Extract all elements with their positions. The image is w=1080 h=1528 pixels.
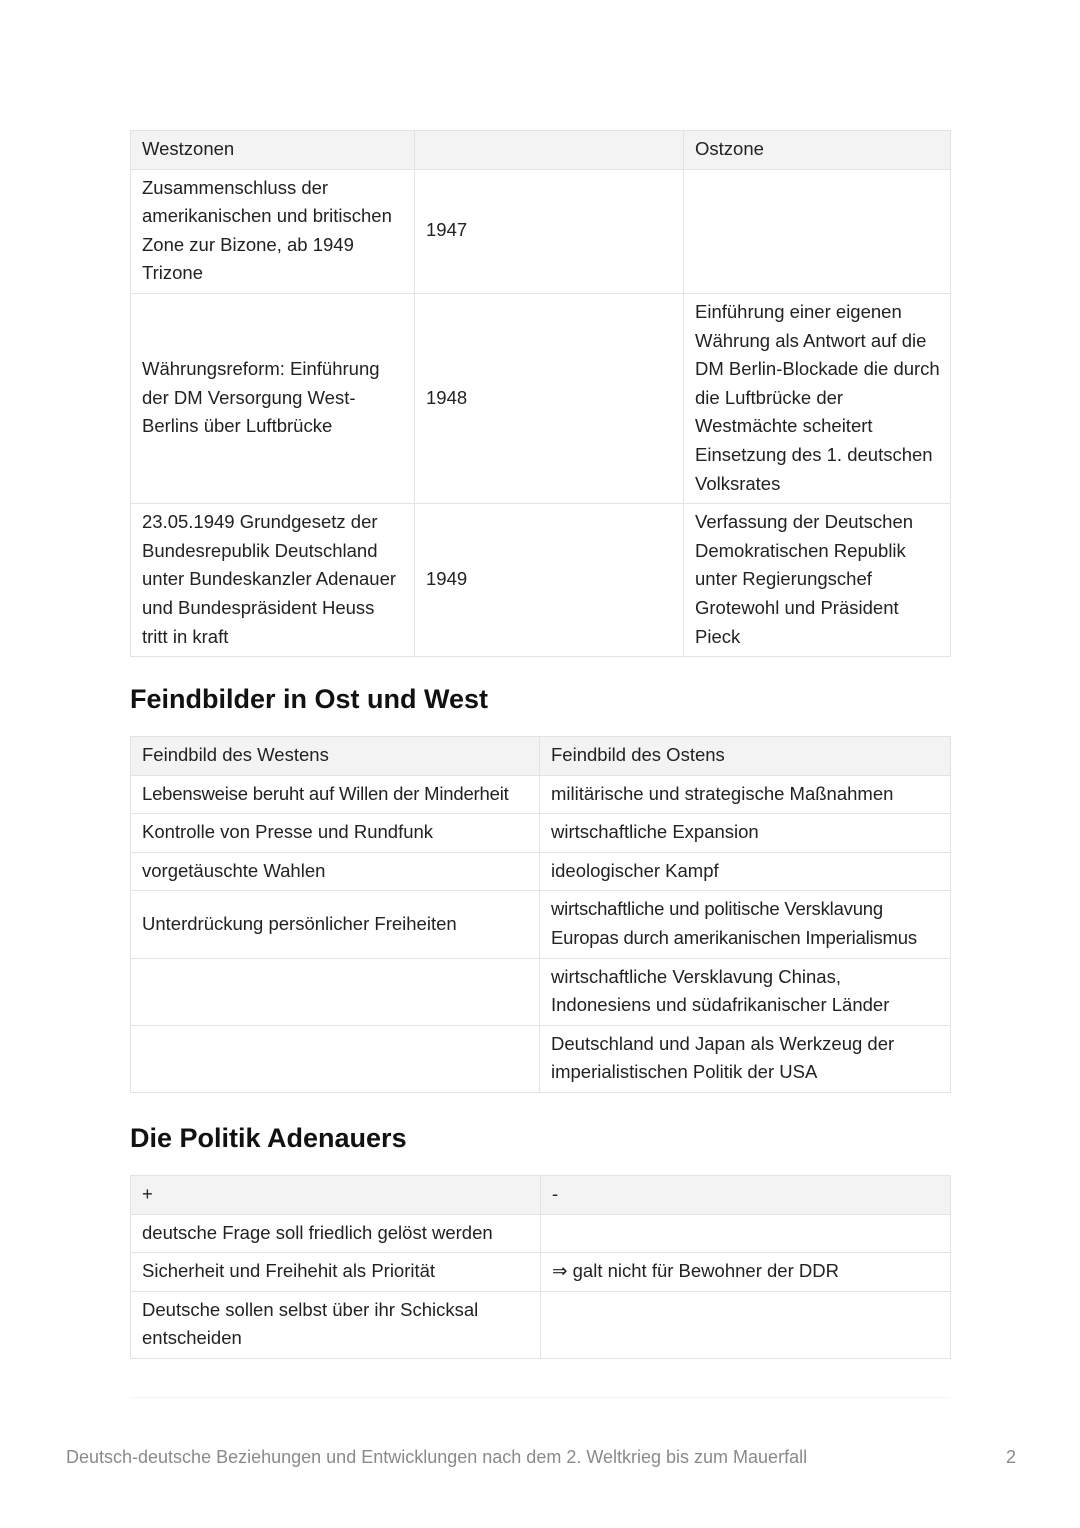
table-row <box>131 504 951 657</box>
year-cell: 1949 <box>415 504 684 657</box>
table-header-row <box>131 131 951 170</box>
west-cell: 23.05.1949 Grundgesetz der Bundesrepublik Deutschland unter Bundeskanzler Adenauer und Bundespräsident Heuss tritt in kraft <box>131 504 415 657</box>
header-year <box>415 131 684 170</box>
section-title-adenauer: Die Politik Adenauers <box>130 1123 407 1153</box>
east-cell: militärische und strategische Maßnahmen <box>540 775 951 814</box>
adenauer-table <box>130 1175 951 1359</box>
table-row <box>131 814 951 853</box>
zones-table <box>130 130 951 657</box>
plus-cell: Deutsche sollen selbst über ihr Schicksal entscheiden <box>131 1291 541 1358</box>
west-cell: Währungsreform: Einführung der DM Versorgung West-Berlins über Luftbrücke <box>131 293 415 503</box>
west-cell <box>131 958 540 1025</box>
feindbilder-table <box>130 736 951 1093</box>
table-row <box>131 1291 951 1358</box>
header-minus: - <box>541 1176 951 1215</box>
year-cell: 1948 <box>415 293 684 503</box>
header-plus: + <box>131 1176 541 1215</box>
year-cell: 1947 <box>415 169 684 293</box>
header-feindbild-westen: Feindbild des Westens <box>131 737 540 776</box>
minus-cell: ⇒ galt nicht für Bewohner der DDR <box>541 1253 951 1292</box>
footer-title: Deutsch-deutsche Beziehungen und Entwicklungen nach dem 2. Weltkrieg bis zum Mauerfall <box>66 1447 808 1467</box>
east-cell: Einführung einer eigenen Währung als Antwort auf die DM Berlin-Blockade die durch die Luftbrücke der Westmächte scheitert Einsetzung des 1. deutschen Volksrates <box>684 293 951 503</box>
table-row <box>131 775 951 814</box>
header-westzonen: Westzonen <box>131 131 415 170</box>
west-cell: vorgetäuschte Wahlen <box>131 852 540 891</box>
table-row <box>131 1025 951 1092</box>
page-footer <box>66 1447 1016 1468</box>
west-cell: Kontrolle von Presse und Rundfunk <box>131 814 540 853</box>
east-cell: Verfassung der Deutschen Demokratischen Republik unter Regierungschef Grotewohl und Präsident Pieck <box>684 504 951 657</box>
west-cell: Lebensweise beruht auf Willen der Minderheit <box>131 775 540 814</box>
west-cell: Unterdrückung persönlicher Freiheiten <box>131 891 540 958</box>
header-feindbild-osten: Feindbild des Ostens <box>540 737 951 776</box>
table-row <box>131 169 951 293</box>
zones-section <box>130 130 950 657</box>
minus-cell <box>541 1291 951 1358</box>
table-row <box>131 891 951 958</box>
header-ostzone: Ostzone <box>684 131 951 170</box>
east-cell: wirtschaftliche Expansion <box>540 814 951 853</box>
footer-divider <box>130 1397 950 1398</box>
plus-cell: deutsche Frage soll friedlich gelöst werden <box>131 1214 541 1253</box>
east-cell: wirtschaftliche und politische Versklavung Europas durch amerikanischen Imperialismus <box>540 891 951 958</box>
east-cell <box>684 169 951 293</box>
table-row <box>131 958 951 1025</box>
minus-cell <box>541 1214 951 1253</box>
section-title-feindbilder: Feindbilder in Ost und West <box>130 684 489 714</box>
west-cell <box>131 1025 540 1092</box>
table-row <box>131 852 951 891</box>
west-cell: Zusammenschluss der amerikanischen und britischen Zone zur Bizone, ab 1949 Trizone <box>131 169 415 293</box>
table-row <box>131 1253 951 1292</box>
table-row <box>131 293 951 503</box>
east-cell: wirtschaftliche Versklavung Chinas, Indonesiens und südafrikanischer Länder <box>540 958 951 1025</box>
plus-cell: Sicherheit und Freihehit als Priorität <box>131 1253 541 1292</box>
table-row <box>131 1214 951 1253</box>
page-number: 2 <box>1005 1447 1016 1467</box>
east-cell: ideologischer Kampf <box>540 852 951 891</box>
east-cell: Deutschland und Japan als Werkzeug der imperialistischen Politik der USA <box>540 1025 951 1092</box>
table-header-row <box>131 1176 951 1215</box>
table-header-row <box>131 737 951 776</box>
